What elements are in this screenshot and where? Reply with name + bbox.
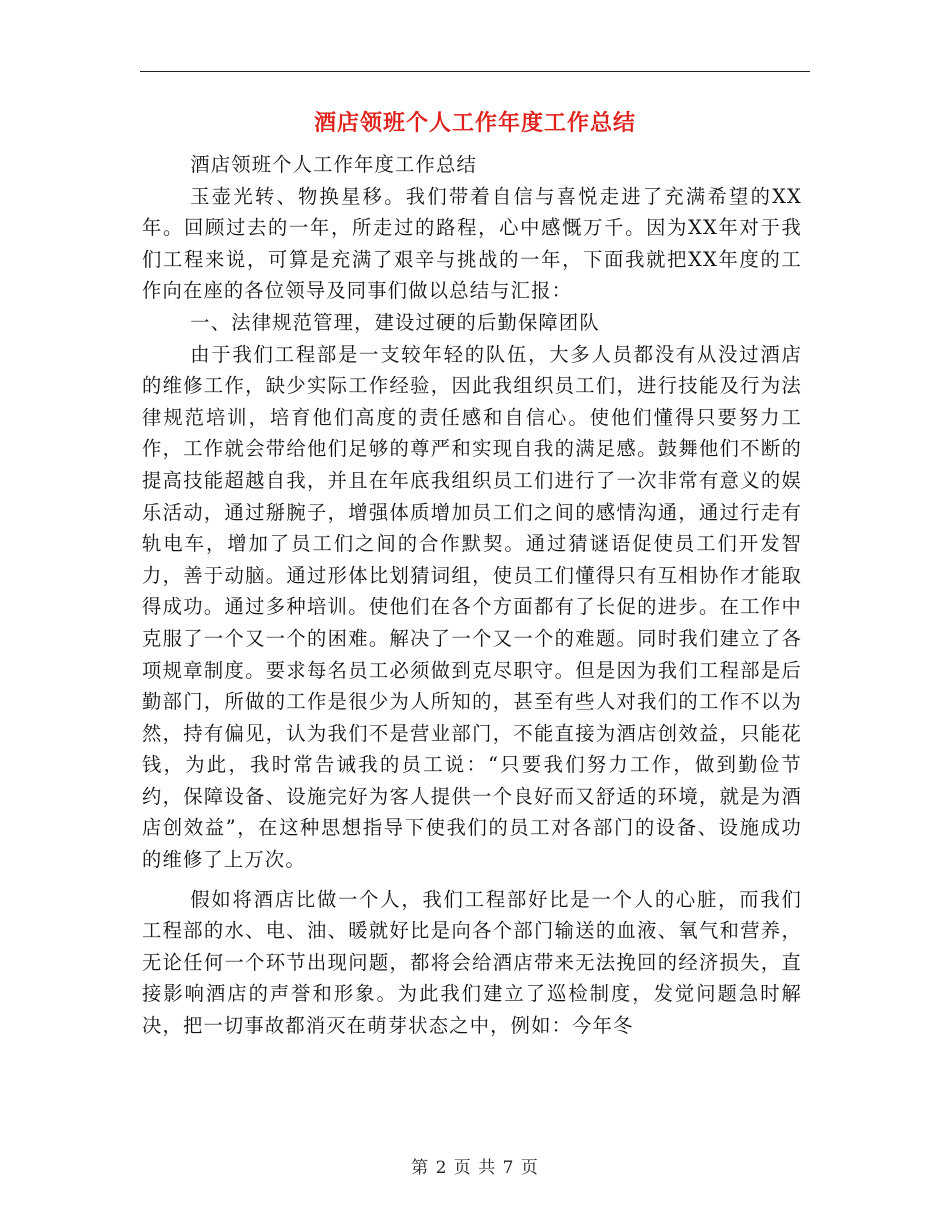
header-rule [140, 71, 810, 72]
paragraph-training: 由于我们工程部是一支较年轻的队伍，大多人员都没有从没过酒店的维修工作，缺少实际工作经验，因此我组织员工们，进行技能及行为法律规范培训，培育他们高度的责任感和自信心。使他们懂得只要努力工作，工作就会带给他们足够的尊严和实现自我的满足感。鼓舞他们不断的提高技能超越自我，并且在年底我组织员工们进行了一次非常有意义的娱乐活动，通过掰腕子，增强体质增加员工们之间的感情沟通，通过行走有轨电车，增加了员工们之间的合作默契。通过猜谜语促使员工们开发智力，善于动脑。通过形体比划猜词组，使员工们懂得只有互相协作才能取得成功。通过多种培训。使他们在各个方面都有了长促的进步。在工作中克服了一个又一个的困难。解决了一个又一个的难题。同时我们建立了各项规章制度。要求每名员工必须做到克尽职守。但是因为我们工程部是后勤部门，所做的工作是很少为人所知的，甚至有些人对我们的工作不以为然，持有偏见，认为我们不是营业部门，不能直接为酒店创效益，只能花钱，为此，我时常告诫我的员工说：“只要我们努力工作，做到勤俭节约，保障设备、设施完好为客人提供一个良好而又舒适的环境，就是为酒店创效益”，在这种思想指导下使我们的员工对各部门的设备、设施成功的维修了上万次。 [142, 342, 802, 872]
document-title: 酒店领班个人工作年度工作总结 [313, 111, 636, 136]
paragraph-section-heading: 一、法律规范管理，建设过硬的后勤保障团队 [190, 310, 600, 334]
paragraph-subtitle: 酒店领班个人工作年度工作总结 [190, 153, 477, 176]
page-number: 第 2 页 共 7 页 [411, 1158, 539, 1178]
document-body [142, 149, 802, 1042]
paragraph-intro: 玉壶光转、物换星移。我们带着自信与喜悦走进了充满希望的XX年。回顾过去的一年，所走过的路程，心中感慨万千。因为XX年对于我们工程来说，可算是充满了艰辛与挑战的一年，下面我就把XX年度的工作向在座的各位领导及同事们做以总结与汇报： [142, 184, 802, 303]
paragraph-analogy: 假如将酒店比做一个人，我们工程部好比是一个人的心脏，而我们工程部的水、电、油、暖就好比是向各个部门输送的血液、氧气和营养，无论任何一个环节出现问题，都将会给酒店带来无法挽回的经济损失，直接影响酒店的声誉和形象。为此我们建立了巡检制度，发觉问题急时解决，把一切事故都消灭在萌芽状态之中，例如：今年冬 [142, 887, 802, 1038]
